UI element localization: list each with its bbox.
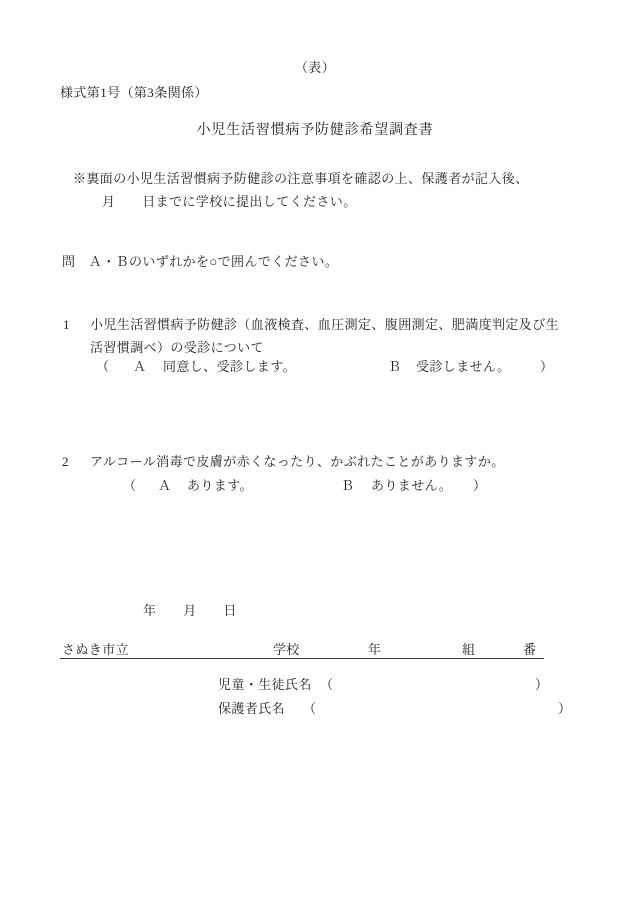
- q2-option-b-label: Ｂ: [341, 478, 355, 493]
- q1-open-paren: （: [96, 359, 110, 374]
- school-city-prefix: さぬき市立: [62, 642, 130, 657]
- guardian-name-close-paren: ）: [558, 701, 572, 716]
- guardian-name-open-paren: （: [303, 701, 317, 716]
- q1-text-line-2: 活習慣調べ）の受診について: [90, 340, 264, 355]
- date-line: 年 月 日: [143, 603, 237, 618]
- q1-close-paren: ）: [540, 359, 554, 374]
- q2-option-b-text: ありません。: [371, 478, 453, 493]
- student-name-open-paren: （: [320, 677, 334, 692]
- guardian-name-label: 保護者氏名: [218, 701, 286, 716]
- page-title: 小児生活習慣病予防健診希望調査書: [196, 123, 434, 138]
- q2-number: 2: [62, 454, 69, 469]
- student-name-label: 児童・生徒氏名: [218, 677, 312, 692]
- question-prompt: 問 Ａ・Ｂのいずれかを○で囲んでください。: [62, 254, 339, 269]
- q2-open-paren: （: [123, 478, 137, 493]
- student-name-close-paren: ）: [535, 677, 549, 692]
- number-label: 番: [523, 642, 537, 657]
- q1-option-a-label: Ａ: [133, 359, 147, 374]
- year-label: 年: [368, 642, 382, 657]
- q2-text-line-1: アルコール消毒で皮膚が赤くなったり、かぶれたことがありますか。: [90, 454, 505, 469]
- q1-option-b-text: 受診しません。: [416, 359, 511, 374]
- form-number: 様式第1号（第3条関係）: [60, 85, 208, 100]
- school-label: 学校: [273, 642, 300, 657]
- q2-close-paren: ）: [473, 478, 487, 493]
- class-label: 組: [462, 642, 476, 657]
- q1-option-a-text: 同意し、受診します。: [163, 359, 296, 374]
- q1-number: 1: [63, 317, 70, 332]
- q2-option-a-text: あります。: [187, 478, 253, 493]
- q1-option-b-label: Ｂ: [388, 359, 402, 374]
- note-line-2: 月 日までに学校に提出してください。: [102, 194, 357, 209]
- q1-text-line-1: 小児生活習慣病予防健診（血液検査、血圧測定、腹囲測定、肥満度判定及び生: [90, 317, 560, 332]
- note-line-1: ※裏面の小児生活習慣病予防健診の注意事項を確認の上、保護者が記入後、: [73, 171, 529, 186]
- q2-option-a-label: Ａ: [158, 478, 172, 493]
- side-label: （表）: [294, 60, 336, 75]
